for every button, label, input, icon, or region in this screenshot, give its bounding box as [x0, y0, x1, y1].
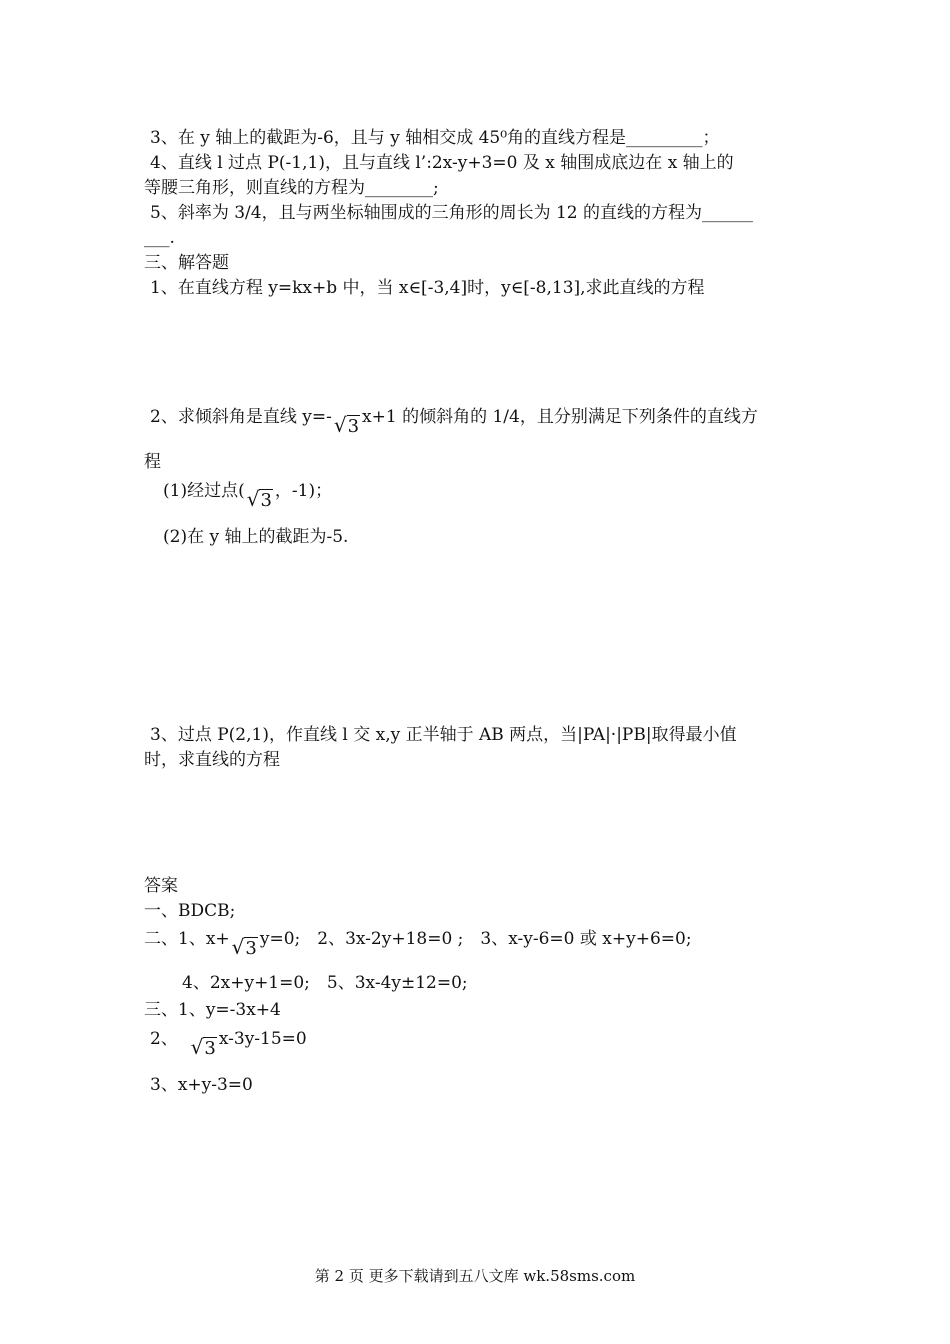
answers-part-2-line1	[144, 926, 692, 959]
answers-part-3-3: 3、x+y-3=0	[150, 1075, 253, 1095]
answers-part-1: 一、BDCB;	[144, 901, 236, 921]
answer-3-2-text: x-3y-15=0	[218, 1029, 307, 1049]
problem-3-line2: 时，求直线的方程	[144, 750, 280, 770]
sqrt-radicand: 3	[245, 938, 257, 959]
section-3-heading: 三、解答题	[144, 253, 229, 273]
problem-2-line1	[150, 404, 758, 437]
fill-in-question-3: 3、在 y 轴上的截距为-6，且与 y 轴相交成 45⁰角的直线方程是_________；	[150, 128, 720, 148]
problem-3-line1: 3、过点 P(2,1)，作直线 l 交 x,y 正半轴于 AB 两点，当|PA|·|PB|取得最小值	[150, 725, 737, 745]
fill-in-question-4-line2: 等腰三角形，则直线的方程为________;	[144, 178, 439, 198]
sqrt-radicand: 3	[204, 1038, 216, 1059]
problem-2-part-b: (2)在 y 轴上的截距为-5.	[163, 527, 349, 547]
answer-2-text-end: y=0; 2、3x-2y+18=0 ; 3、x-y-6=0 或 x+y+6=0;	[259, 929, 692, 949]
fill-in-question-5-line2: ___.	[144, 228, 175, 248]
answers-part-3-2	[150, 1026, 307, 1059]
sqrt-radicand: 3	[347, 416, 360, 437]
sqrt-icon: √	[231, 935, 245, 959]
problem-2-part-a	[163, 478, 333, 511]
fill-in-question-5-line1: 5、斜率为 3/4，且与两坐标轴围成的三角形的周长为 12 的直线的方程为______	[150, 203, 754, 223]
sqrt-icon: √	[190, 1035, 204, 1059]
problem-2-text-end: x+1 的倾斜角的 1/4，且分别满足下列条件的直线方	[362, 407, 758, 427]
problem-2-line2: 程	[144, 452, 161, 472]
sqrt-3-formula	[191, 1036, 217, 1060]
answers-part-2-line2: 4、2x+y+1=0; 5、3x-4y±12=0;	[182, 973, 468, 993]
answer-2-text-start: 二、1、x+	[144, 929, 230, 949]
problem-1: 1、在直线方程 y=kx+b 中，当 x∈[-3,4]时，y∈[-8,13],求此直线的方程	[150, 278, 705, 298]
answer-3-2-label: 2、	[150, 1029, 178, 1049]
page-footer: 第 2 页 更多下载请到五八文库 wk.58sms.com	[314, 1267, 636, 1285]
sqrt-3-formula	[334, 414, 360, 438]
fill-in-question-4-line1: 4、直线 l 过点 P(-1,1)，且与直线 l’:2x-y+3=0 及 x 轴围成底边在 x 轴上的	[150, 153, 734, 173]
answers-heading: 答案	[144, 876, 178, 896]
sqrt-radicand: 3	[260, 490, 272, 511]
part-a-text-end: ，-1)；	[274, 481, 333, 501]
problem-2-text-start: 2、求倾斜角是直线 y=-	[150, 407, 332, 427]
sqrt-3-formula	[232, 936, 258, 960]
sqrt-icon: √	[246, 487, 260, 511]
part-a-text-start: (1)经过点(	[163, 481, 245, 501]
answers-part-3-1: 三、1、y=-3x+4	[144, 1000, 281, 1020]
sqrt-icon: √	[333, 413, 347, 437]
sqrt-3-formula	[247, 488, 273, 512]
